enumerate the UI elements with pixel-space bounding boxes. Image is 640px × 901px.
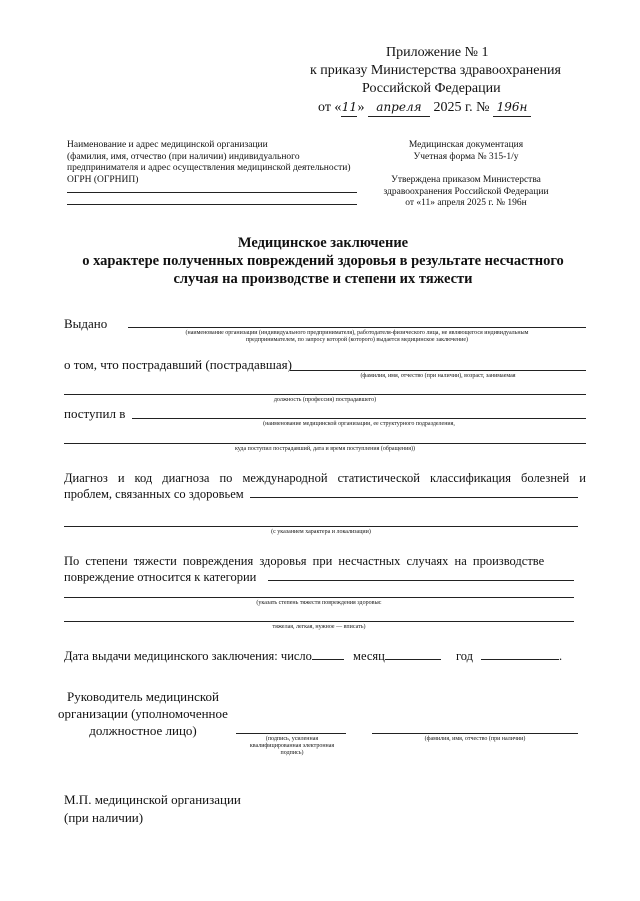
sign-hint-2: квалифицированная электронная	[249, 743, 335, 749]
admitted-field[interactable]	[132, 418, 586, 419]
issue-day-field[interactable]	[312, 647, 344, 660]
severity-hint-1: (указать степень тяжести повреждения здоровья:	[256, 600, 382, 606]
date-month-handwritten: апреля	[368, 98, 430, 117]
issued-hint-1: (наименование организации (индивидуального предпринимателя), работодателя-физического лица, не являющегося индивидуальным	[185, 330, 529, 336]
diagnosis-field[interactable]	[250, 497, 578, 498]
issue-year-label: год	[455, 649, 474, 663]
stamp-block	[64, 791, 241, 827]
date-day-handwritten: 11	[341, 98, 357, 117]
stamp-line-1: М.П. медицинской организации	[64, 792, 241, 807]
doc-line-3: Утверждена приказом Министерства	[391, 175, 541, 185]
document-title	[40, 234, 606, 288]
doc-block	[366, 140, 566, 210]
head-line-1: Руководитель медицинской	[67, 689, 219, 704]
severity-field-2[interactable]	[64, 597, 574, 598]
issued-hint-2: предпринимателем, по запросу которой (которого) выдается медицинское заключение)	[245, 337, 469, 343]
severity-line-1: По степени тяжести повреждения здоровья при несчастных случаях на производстве	[64, 554, 545, 568]
issued-field[interactable]	[128, 327, 586, 328]
signature-hint	[232, 736, 352, 757]
issued-hint	[128, 330, 586, 344]
fullname-field[interactable]	[372, 733, 578, 734]
diagnosis-hint: (с указанием характера и локализации)	[271, 529, 371, 535]
severity-field-3[interactable]	[64, 621, 574, 622]
date-year: 2025 г. №	[433, 100, 490, 115]
issued-label: Выдано	[64, 316, 108, 331]
severity-hint-2: тяжелая, легкая, нужное — вписать)	[272, 624, 366, 630]
appendix-order: к приказу Министерства здравоохранения	[310, 63, 561, 78]
fullname-hint: (фамилия, имя, отчество (при наличии)	[424, 736, 526, 742]
victim-field-2[interactable]	[64, 394, 586, 395]
victim-hint-1: (фамилия, имя, отчество (при наличии), возраст, занимаемая	[360, 373, 516, 379]
date-close-quote: »	[357, 100, 365, 115]
doc-line-1: Медицинская документация	[408, 140, 524, 150]
issue-date-label: Дата выдачи медицинского заключения: число	[64, 649, 312, 663]
severity-line-2: повреждение относится к категории	[64, 570, 257, 584]
date-number-handwritten: 196н	[493, 98, 531, 117]
severity-field[interactable]	[268, 580, 574, 581]
sign-hint-3: подпись)	[280, 750, 304, 756]
date-prefix: от «	[318, 100, 342, 115]
title-line-2: о характере полученных повреждений здоровья в результате несчастного	[82, 253, 564, 269]
org-line-2: (фамилия, имя, отчество (при наличии) индивидуального	[67, 151, 300, 162]
appendix-date	[300, 98, 590, 117]
diagnosis-field-2[interactable]	[64, 526, 578, 527]
issue-year-dot: .	[559, 649, 563, 663]
admitted-field-2[interactable]	[64, 443, 586, 444]
diagnosis-line-2: проблем, связанных со здоровьем	[64, 487, 244, 501]
title-line-3: случая на производстве и степени их тяжести	[173, 271, 473, 287]
appendix-ministry: Российской Федерации	[362, 81, 501, 96]
doc-line-2: Учетная форма № 315-1/у	[413, 151, 519, 162]
signature-field[interactable]	[236, 733, 346, 734]
doc-line-4: здравоохранения Российской Федерации	[383, 186, 549, 197]
org-line-blank-2[interactable]	[67, 204, 357, 205]
stamp-line-2: (при наличии)	[64, 810, 144, 825]
org-line-3: предпринимателя и адрес осуществления медицинской деятельности)	[67, 163, 351, 173]
doc-line-5: от «11» апреля 2025 г. № 196н	[405, 198, 527, 208]
org-line-blank-1[interactable]	[67, 192, 357, 193]
victim-field[interactable]	[290, 370, 586, 371]
diagnosis-line-1: Диагноз и код диагноза по международной статистической классификация болезней и	[64, 471, 586, 485]
appendix-header	[300, 44, 590, 117]
org-line-4: ОГРН (ОГРНИП)	[67, 174, 139, 185]
victim-label: о том, что пострадавший (пострадавшая)	[64, 357, 292, 372]
issue-month-label: месяц	[353, 649, 385, 663]
issue-month-field[interactable]	[385, 647, 441, 660]
admitted-hint-1: (наименование медицинской организации, ее структурного подразделения,	[263, 421, 455, 427]
org-block	[67, 140, 367, 186]
admitted-hint-2: куда поступил пострадавший, дата и время поступления (обращения))	[234, 446, 416, 452]
title-line-1: Медицинское заключение	[237, 235, 409, 251]
org-line-1: Наименование и адрес медицинской организации	[67, 140, 268, 150]
sign-hint-1: (подпись, усиленная	[265, 736, 319, 742]
head-line-2: организации (уполномоченное	[58, 706, 228, 721]
victim-hint-2: должность (профессия) пострадавшего)	[273, 397, 377, 403]
head-of-org	[54, 688, 232, 739]
head-line-3: должностное лицо)	[89, 723, 197, 738]
issue-year-field[interactable]	[481, 647, 559, 660]
admitted-label: поступил в	[64, 406, 126, 421]
issue-date-row	[64, 647, 584, 664]
appendix-title: Приложение № 1	[386, 45, 489, 60]
